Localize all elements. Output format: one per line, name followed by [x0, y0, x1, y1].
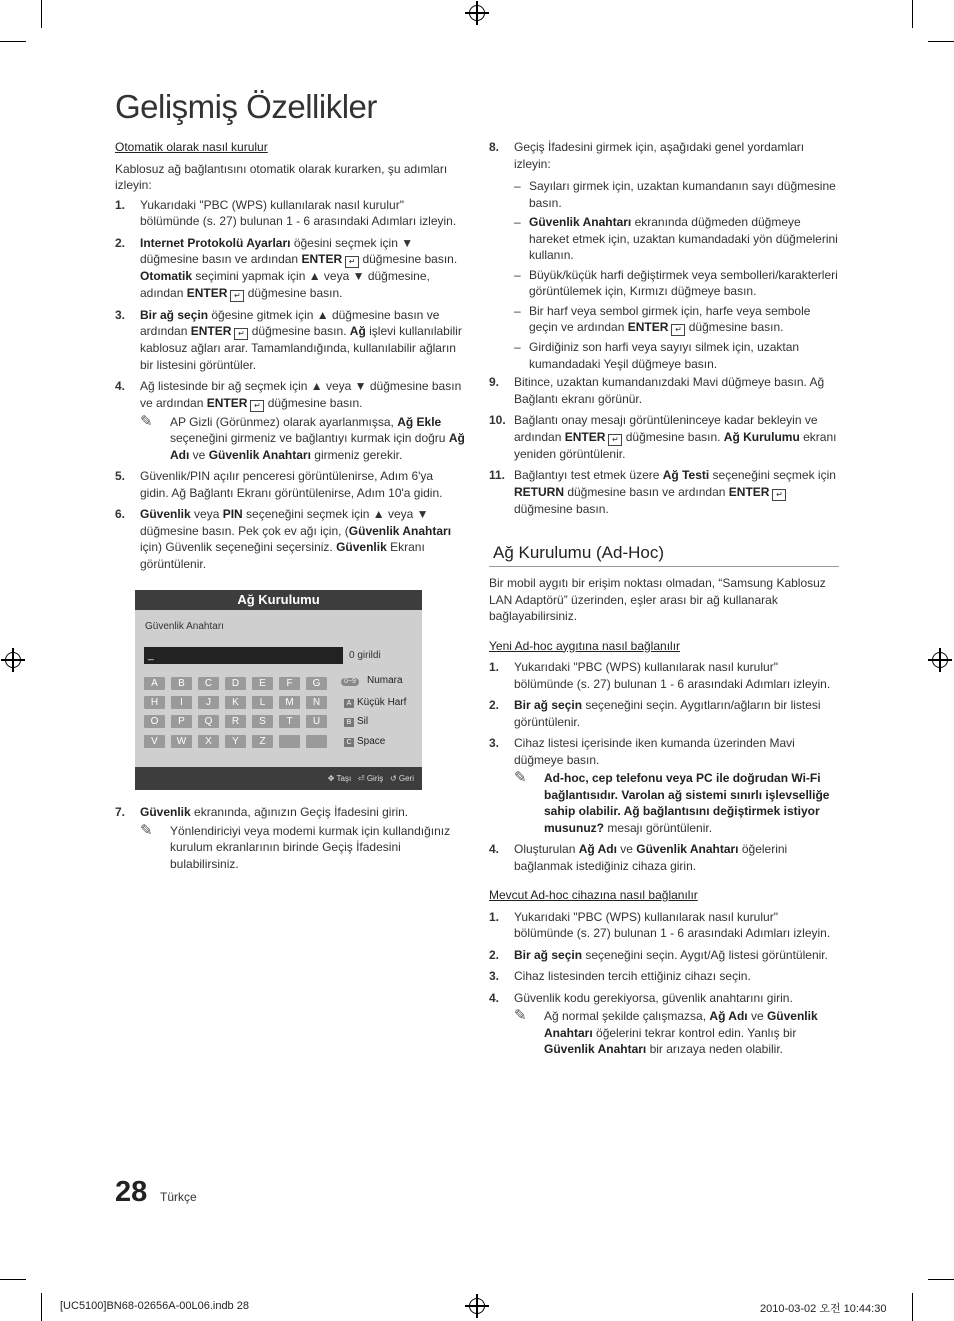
key[interactable]: V — [144, 735, 165, 748]
pencil-note-icon: ✎ — [514, 1007, 527, 1024]
adhoc-new-step-1: 1. Yukarıdaki "PBC (WPS) kullanılarak nasıl kurulur" bölümünde (s. 27) bulunan 1 - 6 arasındaki Adımları izleyin. — [489, 660, 831, 691]
left-column-bottom — [115, 804, 465, 872]
crop-mark — [41, 0, 42, 28]
key[interactable]: B — [171, 677, 192, 690]
step-2: 2. Internet Protokolü Ayarları öğesini seçmek için ▼ düğmesine basın ve ardından ENTER ↵ düğmesine basın. Otomatik seçimini yapmak için ▲ veya ▼ düğmesine, adından ENTER ↵ düğmesine basın. — [115, 235, 458, 300]
right-column-adhoc — [489, 575, 839, 1058]
step-3: 3. Bir ağ seçin öğesine gitmek için ▲ düğmesine basın ve ardından ENTER ↵ düğmesine basın. Ağ işlevi kullanılabilir kablosuz ağları arar. Tamamlandığında, kullanılabilir ağların bir listesini görüntüler. — [115, 307, 462, 372]
subhead-auto-setup: Otomatik olarak nasıl kurulur — [115, 140, 268, 154]
note-step-4: ✎ AP Gizli (Görünmez) olarak ayarlanmışsa, Ağ Ekle seçeneğini girmeniz ve bağlantıyı kurmak için doğru Ağ Adı ve Güvenlik Anahtarı girmeniz gerekir. — [140, 412, 465, 462]
key[interactable]: Z — [252, 735, 273, 748]
key-blank[interactable] — [306, 735, 327, 748]
option-space[interactable]: C Space — [344, 736, 385, 747]
key[interactable]: D — [225, 677, 246, 690]
page-title: Gelişmiş Özellikler — [115, 88, 377, 125]
crop-mark — [0, 1279, 26, 1280]
key[interactable]: I — [171, 696, 192, 709]
dash-item: – Güvenlik Anahtarı ekranında düğmeden düğmeye hareket etmek için, uzaktan kumandadaki yön düğmelerini kullanın. — [514, 215, 838, 262]
dash-item: – Sayıları girmek için, uzaktan kumandanın sayı düğmesine basın. — [514, 179, 836, 210]
enter-icon: ↵ — [250, 400, 264, 412]
screen-footer: ✥ Taşı ⏎ Giriş ↺ Geri — [135, 767, 422, 790]
step-5: 5. Güvenlik/PIN açılır penceresi görüntülenirse, Adım 6'ya gidin. Ağ Bağlantı Ekranı görüntülenirse, Adım 10'a gidin. — [115, 469, 443, 500]
key[interactable]: U — [306, 715, 327, 728]
left-column — [115, 139, 465, 572]
green-button-icon: B — [344, 718, 354, 727]
key[interactable]: K — [225, 696, 246, 709]
crop-mark — [912, 1293, 913, 1321]
note-existing-adhoc: ✎ Ağ normal şekilde çalışmazsa, Ağ Adı ve Güvenlik Anahtarı öğelerini tekrar kontrol edin. Yanlış bir Güvenlik Anahtarı bir arızaya neden olabilir. — [514, 1007, 818, 1056]
step-8: 8. Geçiş İfadesini girmek için, aşağıdaki genel yordamları izleyin: – Sayıları girmek için, uzaktan kumandanın sayı düğmesine basın. – Güvenlik Anahtarı ekranında düğmeden düğmeye hareket etmek için, uzaktan kumandadaki yön düğmelerini kullanın. – Büyük/küçük harfi değiştirmek veya sembolleri/karakterleri görüntülemek için, Kırmızı düğmeye basın. – Bir harf veya sembol girmek için, harfe veya sembole geçin ve ardından ENTER ↵ düğmesine basın. – Girdiğiniz son harfi veya sayıyı silmek için, uzaktan kumandadaki Yeşil düğmeye basın. — [489, 140, 838, 371]
option-numara[interactable]: 0~9 Numara — [341, 675, 403, 686]
section-title-adhoc: Ağ Kurulumu (Ad-Hoc) — [493, 543, 665, 562]
pencil-note-icon: ✎ — [140, 412, 153, 430]
option-lowercase[interactable]: A Küçük Harf — [344, 697, 406, 708]
move-icon: ✥ — [327, 774, 335, 783]
pencil-note-icon: ✎ — [514, 769, 527, 786]
step-6: 6. Güvenlik veya PIN seçeneğini seçmek için ▲ veya ▼ düğmesine basın. Pek çok ev ağı için, (Güvenlik Anahtarı için) Güvenlik seçeneğini seçersiniz. Güvenlik Ekranı görüntülenir. — [115, 507, 452, 571]
registration-mark-icon — [469, 5, 485, 21]
dash-item: – Bir harf veya sembol girmek için, harfe veya sembole geçin ve ardından ENTER ↵ düğmesine basın. — [514, 303, 811, 334]
crop-mark — [928, 41, 954, 42]
step-9: 9. Bitince, uzaktan kumandanızdaki Mavi düğmeye basın. Ağ Bağlantı ekranı görünür. — [489, 375, 825, 406]
crop-mark — [928, 1279, 954, 1280]
key[interactable]: O — [144, 715, 165, 728]
key[interactable]: H — [144, 696, 165, 709]
section-intro: Bir mobil aygıtı bir erişim noktası olmadan, “Samsung Kablosuz LAN Adaptörü” üzerinden, eşler arası bir ağ kullanarak bağlayabilirsiniz. — [489, 576, 826, 623]
footer-file-info: [UC5100]BN68-02656A-00L06.indb 28 — [60, 1300, 249, 1312]
page-number: 28 — [115, 1176, 148, 1208]
screen-title: Ağ Kurulumu — [135, 590, 422, 610]
adhoc-new-step-4: 4. Oluşturulan Ağ Adı ve Güvenlik Anahtarı öğelerini bağlanmak istediğiniz cihaza girin. — [489, 842, 788, 873]
enter-icon: ↵ — [772, 489, 786, 501]
key[interactable]: R — [225, 715, 246, 728]
enter-icon: ⏎ — [357, 774, 365, 783]
key[interactable]: L — [252, 696, 273, 709]
note-adhoc: ✎ Ad-hoc, cep telefonu veya PC ile doğrudan Wi-Fi bağlantısıdır. Varolan ağ sistemi sınırlı işlevselliğe sahip olabilir. Ağ bağlantısını değiştirmek istiyor musunuz? mesajı görüntülenir. — [514, 769, 830, 835]
key[interactable]: X — [198, 735, 219, 748]
adhoc-new-step-3: 3. Cihaz listesi içerisinde iken kumanda üzerinden Mavi düğmeye basın. ✎ Ad-hoc, cep telefonu veya PC ile doğrudan Wi-Fi bağlantısıdır. Varolan ağ sistemi sınırlı işlevselliğe sahip olabilir. Ağ bağlantısını değiştirmek istiyor musunuz? mesajı görüntülenir. — [489, 735, 839, 836]
enter-icon: ↵ — [608, 434, 622, 446]
security-key-label: Güvenlik Anahtarı — [145, 621, 224, 632]
footer-date: 2010-03-02 오전 10:44:30 — [760, 1303, 887, 1315]
step-7: 7. Güvenlik ekranında, ağınızın Geçiş İfadesini girin. ✎ Yönlendiriciyi veya modemi kurmak için kullandığınız kurulum ekranlarının birinde Geçiş İfadesini bulabilirsiniz. — [115, 804, 465, 872]
pencil-note-icon: ✎ — [140, 821, 153, 839]
adhoc-existing-step-2: 2. Bir ağ seçin seçeneğini seçin. Aygıt/Ağ listesi görüntülenir. — [489, 947, 828, 962]
subhead-new-adhoc: Yeni Ad-hoc aygıtına nasıl bağlanılır — [489, 638, 681, 653]
key[interactable]: M — [279, 696, 300, 709]
registration-mark-icon — [5, 652, 21, 668]
key[interactable]: F — [279, 677, 300, 690]
enter-icon: ↵ — [345, 256, 359, 268]
option-delete[interactable]: B Sil — [344, 716, 368, 727]
language-label: Türkçe — [160, 1190, 197, 1204]
adhoc-existing-step-3: 3. Cihaz listesinden tercih ettiğiniz cihazı seçin. — [489, 969, 751, 983]
step-10: 10. Bağlantı onay mesajı görüntüleninceye kadar bekleyin ve ardından ENTER ↵ düğmesine basın. Ağ Kurulumu ekranı yeniden görüntülenir. — [489, 413, 837, 461]
crop-mark — [41, 1293, 42, 1321]
enter-icon: ↵ — [230, 290, 244, 302]
step-11: 11. Bağlantıyı test etmek üzere Ağ Testi seçeneğini seçmek için RETURN düğmesine basın ve ardından ENTER ↵ düğmesine basın. — [489, 468, 836, 516]
key[interactable]: E — [252, 677, 273, 690]
security-key-input[interactable]: _ — [144, 647, 343, 664]
return-icon: ↺ — [389, 774, 397, 783]
crop-mark — [0, 41, 26, 42]
adhoc-new-step-2: 2. Bir ağ seçin seçeneğini seçin. Aygıtların/ağların bir listesi görüntülenir. — [489, 698, 821, 729]
key[interactable]: P — [171, 715, 192, 728]
key[interactable]: C — [198, 677, 219, 690]
dash-item: – Girdiğiniz son harfi veya sayıyı silmek için, uzaktan kumandadaki Yeşil düğmeye basın. — [514, 340, 800, 371]
registration-mark-icon — [932, 652, 948, 668]
step-4: 4. Ağ listesinde bir ağ seçmek için ▲ veya ▼ düğmesine basın ve ardından ENTER ↵ düğmesine basın. ✎ AP Gizli (Görünmez) olarak ayarlanmışsa, Ağ Ekle seçeneğini girmeniz ve bağlantıyı kurmak için doğru Ağ Adı ve Güvenlik Anahtarı girmeniz gerekir. — [115, 379, 465, 462]
number-range-icon: 0~9 — [341, 678, 359, 686]
key[interactable]: G — [306, 677, 327, 690]
key[interactable]: J — [198, 696, 219, 709]
enter-icon: ↵ — [671, 324, 685, 336]
key[interactable]: T — [279, 715, 300, 728]
key[interactable]: N — [306, 696, 327, 709]
step-1: 1. Yukarıdaki "PBC (WPS) kullanılarak nasıl kurulur" bölümünde (s. 27) bulunan 1 - 6 arasındaki Adımları izleyin. — [115, 197, 457, 228]
enter-icon: ↵ — [234, 328, 248, 340]
entered-count: 0 girildi — [349, 650, 381, 661]
crop-mark — [912, 0, 913, 28]
key[interactable]: Q — [198, 715, 219, 728]
registration-mark-icon — [469, 1298, 485, 1314]
red-button-icon: A — [344, 699, 354, 708]
key[interactable]: W — [171, 735, 192, 748]
subhead-existing-adhoc: Mevcut Ad-hoc cihazına nasıl bağlanılır — [489, 888, 698, 902]
key[interactable]: A — [144, 677, 165, 690]
network-setup-screen — [135, 590, 422, 790]
key[interactable]: Y — [225, 735, 246, 748]
note-step-7: ✎ Yönlendiriciyi veya modemi kurmak için kullandığınız kurulum ekranlarının birinde Geçiş İfadesini bulabilirsiniz. — [140, 821, 451, 871]
key[interactable]: S — [252, 715, 273, 728]
adhoc-existing-step-1: 1. Yukarıdaki "PBC (WPS) kullanılarak nasıl kurulur" bölümünde (s. 27) bulunan 1 - 6 arasındaki Adımları izleyin. — [489, 909, 831, 940]
adhoc-existing-step-4: 4. Güvenlik kodu gerekiyorsa, güvenlik anahtarını girin. ✎ Ağ normal şekilde çalışmazsa, Ağ Adı ve Güvenlik Anahtarı öğelerini tekrar kontrol edin. Yanlış bir Güvenlik Anahtarı bir arızaya neden olabilir. — [489, 990, 839, 1058]
key-blank[interactable] — [279, 735, 300, 748]
intro-text: Kablosuz ağ bağlantısını otomatik olarak kurarken, şu adımları izleyin: — [115, 161, 448, 192]
section-divider — [489, 566, 839, 567]
yellow-button-icon: C — [344, 738, 354, 747]
dash-item: – Büyük/küçük harfi değiştirmek veya sembolleri/karakterleri görüntülemek için, Kırmızı düğmeye basın. — [514, 267, 838, 298]
right-column — [489, 139, 839, 517]
